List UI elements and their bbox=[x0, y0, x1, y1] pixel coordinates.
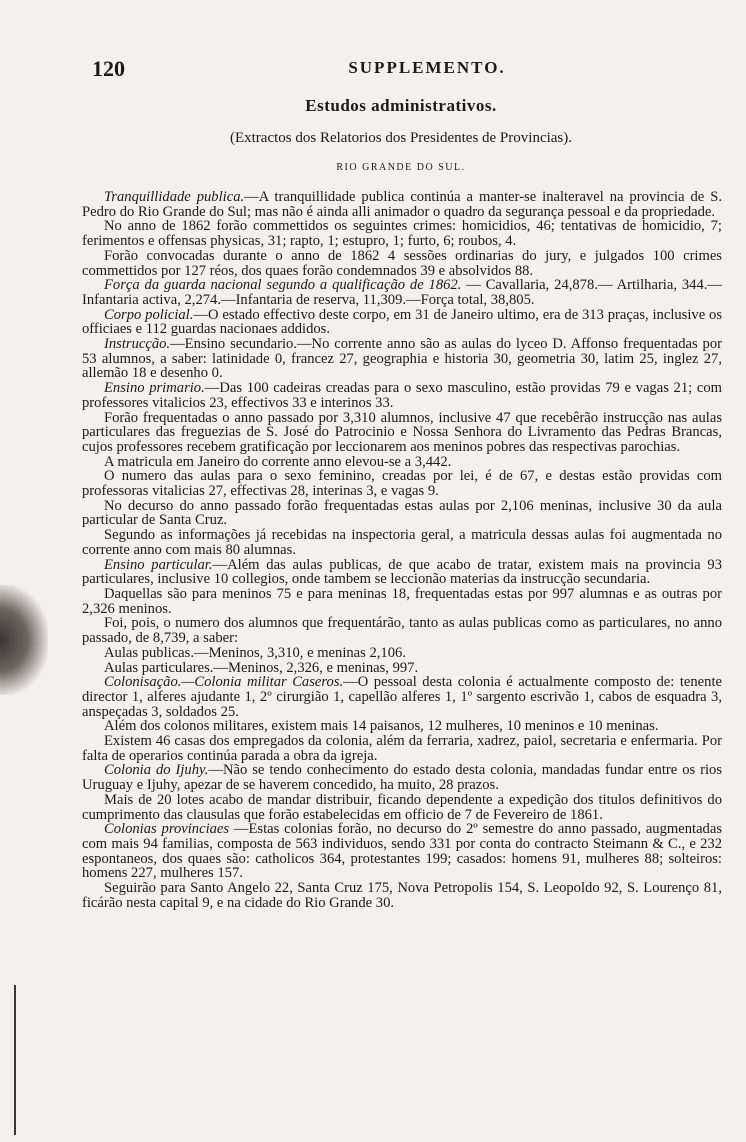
paragraph-lead: Corpo policial. bbox=[104, 306, 194, 323]
paragraph bbox=[82, 381, 722, 410]
paragraph bbox=[82, 793, 722, 822]
paragraph-text: —Além das aulas publicas, de que acabo de tratar, existem mais na provincia 93 particulares, inclusive 10 collegios, onde tambem se leccionão materias da instrucção secundaria. bbox=[82, 556, 722, 588]
paragraph bbox=[82, 763, 722, 792]
paragraph bbox=[82, 661, 722, 676]
page-header bbox=[92, 56, 722, 84]
paragraph bbox=[82, 528, 722, 557]
paragraph-text: Forão frequentadas o anno passado por 3,310 alumnos, inclusive 47 que recebêrão instrucção nas aulas particulares das freguezias de S. José do Patrocinio e Nossa Senhora do Livramento das Pedras Brancas, cujos professores recebem gratificação por leccionarem aos meninos pobres das respectivas parochias. bbox=[82, 409, 722, 455]
paragraph-text: —Ensino secundario.—No corrente anno são as aulas do lyceo D. Affonso frequentadas por 53 alumnos, a saber: latinidade 0, francez 27, geographia e historia 30, geometria 30, latim 25, inglez 27, allemão 18 e desenho 0. bbox=[82, 336, 722, 382]
paragraph bbox=[82, 558, 722, 587]
paragraph bbox=[82, 337, 722, 381]
article-subtitle: (Extractos dos Relatorios dos Presidentes de Provincias). bbox=[229, 130, 573, 146]
margin-rule bbox=[14, 985, 16, 1135]
section-heading: RIO GRANDE DO SUL. bbox=[336, 162, 466, 173]
paragraph-text: —O pessoal desta colonia é actualmente composto de: tenente director 1, alferes ajudante 1, 2º cirurgião 1, capellão alferes 1, 1º sargento escrivão 1, cabos de esquadra 3, anspeçadas 3, soldados 25. bbox=[82, 674, 722, 720]
paragraph-lead: Ensino primario. bbox=[104, 380, 205, 397]
paragraph bbox=[82, 278, 722, 307]
paragraph bbox=[82, 411, 722, 455]
paragraph bbox=[82, 646, 722, 661]
paragraph-lead: Colonisação.—Colonia militar Caseros. bbox=[104, 674, 344, 691]
paragraph-lead: Força da guarda nacional segundo a qualificação de 1862. bbox=[104, 277, 462, 294]
paragraph-lead: Instrucção. bbox=[104, 336, 171, 353]
paragraph-text: Mais de 20 lotes acabo de mandar distribuir, ficando dependente a expedição dos titulos definitivos do cumprimento das clausulas que forão estabelecidas em officio de 7 de Fevereiro de 1861. bbox=[82, 791, 722, 823]
paragraph-lead: Tranquillidade publica. bbox=[104, 189, 245, 205]
paragraph-text: Forão convocadas durante o anno de 1862 4 sessões ordinarias do jury, e julgados 100 crimes commettidos por 127 réos, dos quaes forão condemnados 39 e absolvidos 88. bbox=[82, 247, 722, 279]
paragraph bbox=[82, 190, 722, 219]
paragraph-text: —Estas colonias forão, no decurso do 2º semestre do anno passado, augmentadas com mais 94 familias, composta de 563 individuos, sendo 331 por conta do contracto Steimann & C., e 232 espontaneos, dos quaes são: catholicos 364, protestantes 199; casados: homens 91, mulheres 88; solteiros: homens 227, mulheres 157. bbox=[82, 821, 723, 882]
binding-shadow bbox=[0, 585, 48, 695]
paragraph-text: Foi, pois, o numero dos alumnos que frequentárão, tanto as aulas publicas como as particulares, no anno passado, de 8,739, a saber: bbox=[82, 615, 722, 647]
paragraph bbox=[82, 469, 722, 498]
paragraph-text: Existem 46 casas dos empregados da colonia, além da ferraria, xadrez, paiol, secretaria e enfermaria. Por falta de operarios continúa parada a obra da igreja. bbox=[82, 733, 722, 764]
paragraph bbox=[82, 675, 722, 719]
paragraph bbox=[82, 881, 722, 910]
paragraph bbox=[82, 308, 722, 337]
paragraph-lead: Ensino particular. bbox=[104, 556, 213, 573]
paragraph-text: Aulas particulares.—Meninos, 2,326, e meninas, 997. bbox=[104, 659, 419, 676]
paragraph bbox=[82, 219, 722, 248]
running-head: SUPPLEMENTO. bbox=[348, 58, 506, 77]
paragraph-text: No anno de 1862 forão commettidos os seguintes crimes: homicidios, 46; tentativas de homicidio, 7; ferimentos e offensas physicas, 31; rapto, 1; estupro, 1; furto, 6; roubos, 4. bbox=[82, 218, 722, 250]
paragraph bbox=[82, 499, 722, 528]
paragraph-text: —Não se tendo conhecimento do estado desta colonia, mandadas fundar entre os rios Uruguay e Ijuhy, apezar de se haverem concedido, ha muito, 28 prazos. bbox=[82, 762, 723, 794]
paragraph-text: Segundo as informações já recebidas na inspectoria geral, a matricula dessas aulas foi augmentada no corrente anno com mais 80 alumnas. bbox=[82, 527, 722, 558]
paragraph bbox=[82, 455, 722, 470]
paragraph-lead: Colonias provinciaes bbox=[104, 821, 230, 838]
paragraph bbox=[82, 719, 722, 734]
paragraph bbox=[82, 616, 722, 645]
paragraph-text: — Cavallaria, 24,878.— Artilharia, 344.—Infantaria activa, 2,274.—Infantaria de reserva, 11,309.—Força total, 38,805. bbox=[82, 277, 722, 308]
paragraph bbox=[82, 734, 722, 763]
article-body bbox=[82, 190, 722, 910]
page-number: 120 bbox=[92, 56, 125, 81]
paragraph-text: —Das 100 cadeiras creadas para o sexo masculino, estão providas 79 e vagas 21; com professores vitalicios 23, effectivos 33 e interinos 33. bbox=[82, 380, 723, 411]
paragraph-text: Seguirão para Santo Angelo 22, Santa Cruz 175, Nova Petropolis 154, S. Leopoldo 92, S. Lourenço 81, ficárão nesta capital 9, e na cidade do Rio Grande 30. bbox=[82, 880, 722, 911]
paragraph-text: Além dos colonos militares, existem mais 14 paisanos, 12 mulheres, 10 meninos e 10 meninas. bbox=[104, 718, 659, 735]
paragraph-text: O numero das aulas para o sexo feminino, creadas por lei, é de 67, e destas estão providas com professoras vitalicias 27, effectivas 28, interinas 3, e vagas 9. bbox=[82, 468, 722, 500]
paragraph-text: No decurso do anno passado forão frequentadas estas aulas por 2,106 meninas, inclusive 30 da aula particular de Santa Cruz. bbox=[82, 497, 722, 529]
paragraph-text: —A tranquillidade publica continúa a manter-se inalteravel na provincia de S. Pedro do Rio Grande do Sul; mas não é ainda alli animador o quadro da segurança pessoal e da propriedade. bbox=[82, 189, 722, 220]
paragraph-text: —O estado effectivo deste corpo, em 31 de Janeiro ultimo, era de 313 praças, inclusive os officiaes e 112 guardas nacionaes addidos. bbox=[82, 306, 722, 338]
article-title: Estudos administrativos. bbox=[305, 96, 497, 115]
paragraph bbox=[82, 822, 722, 881]
paragraph-text: A matricula em Janeiro do corrente anno elevou-se a 3,442. bbox=[104, 453, 452, 470]
paragraph-lead: Colonia do Ijuhy. bbox=[104, 762, 209, 779]
paragraph bbox=[82, 249, 722, 278]
paragraph-text: Daquellas são para meninos 75 e para meninas 18, frequentadas estas por 997 alumnas e as outras por 2,326 meninos. bbox=[82, 585, 722, 617]
paragraph bbox=[82, 587, 722, 616]
paragraph-text: Aulas publicas.—Meninos, 3,310, e meninas 2,106. bbox=[104, 644, 406, 661]
